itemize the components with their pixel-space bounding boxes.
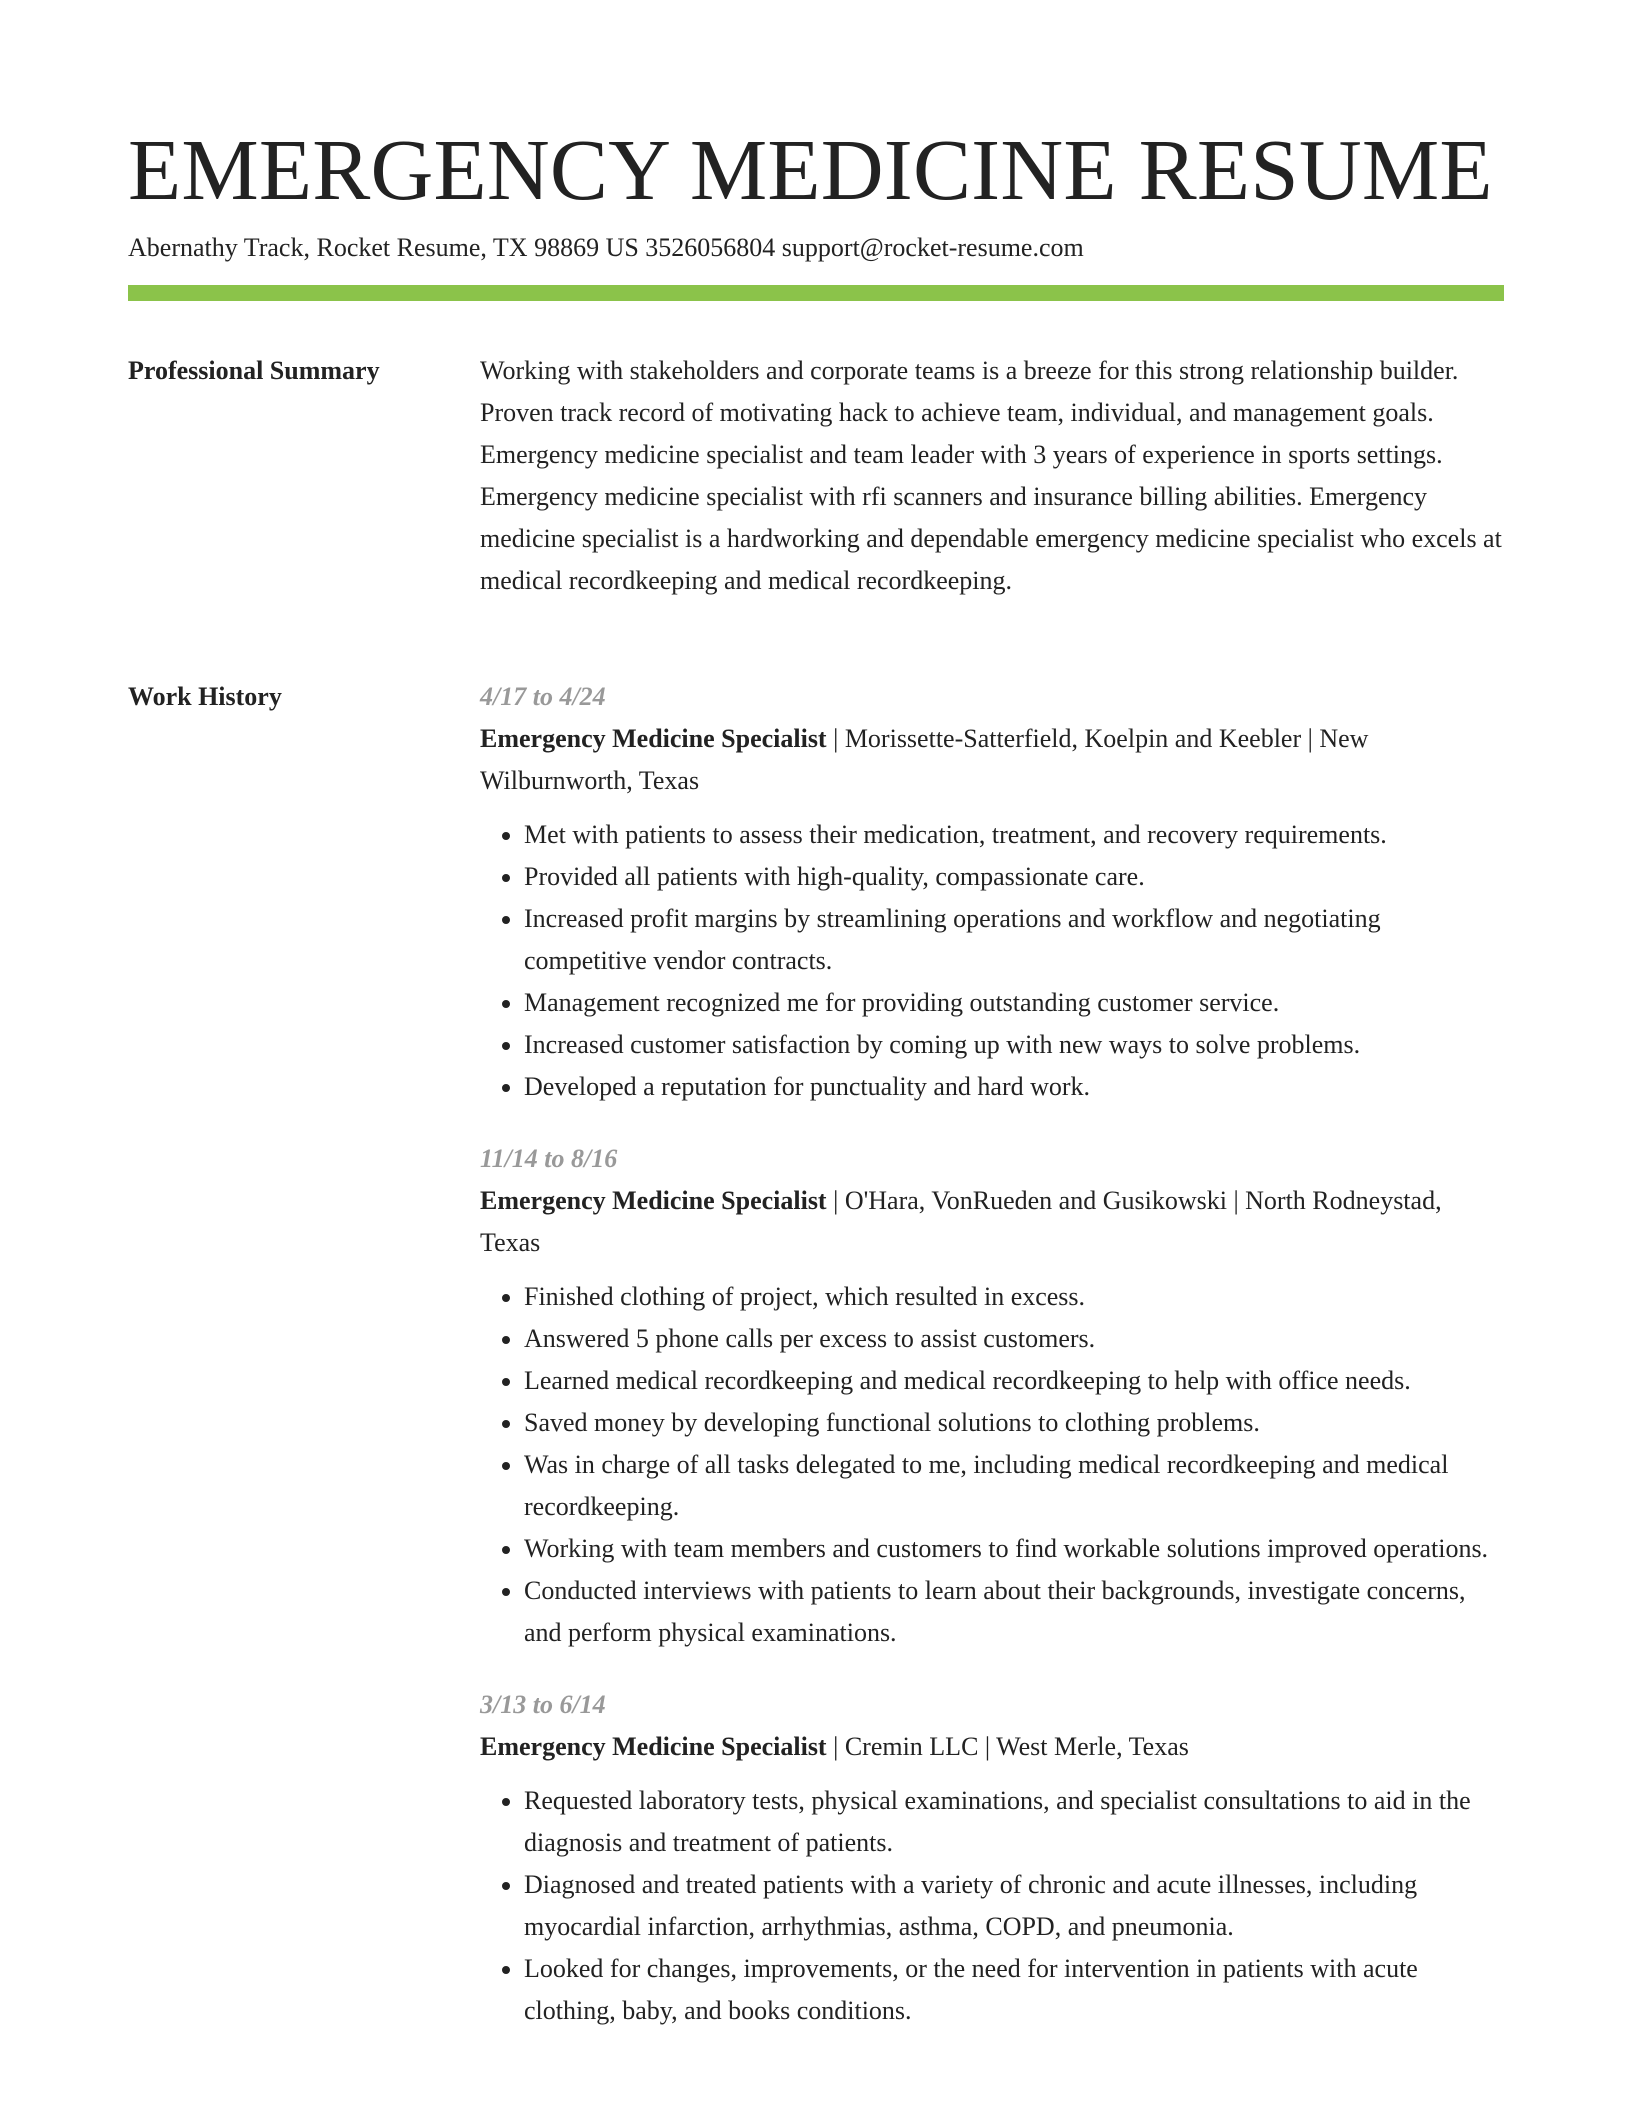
summary-heading: Professional Summary bbox=[128, 356, 380, 385]
work-history-heading: Work History bbox=[128, 682, 282, 711]
job-dates: 11/14 to 8/16 bbox=[480, 1144, 618, 1173]
summary-section bbox=[480, 350, 1504, 602]
job-bullet: • Developed a reputation for punctuality and hard work. bbox=[524, 1066, 1504, 1108]
job-details: | Morissette-Satterfield, Koelpin and Keebler | New Wilburnworth, Texas bbox=[480, 724, 1369, 795]
job-bullet: • Diagnosed and treated patients with a variety of chronic and acute illnesses, including myocardial infarction, arrhythmias, asthma, COPD, and pneumonia. bbox=[524, 1864, 1504, 1948]
job-entry bbox=[480, 1684, 1504, 2032]
job-bullets bbox=[480, 1276, 1504, 1654]
job-bullet: • Finished clothing of project, which resulted in excess. bbox=[524, 1276, 1504, 1318]
job-title: Emergency Medicine Specialist bbox=[480, 1186, 827, 1215]
job-entry bbox=[480, 676, 1504, 1108]
job-bullet: • Conducted interviews with patients to learn about their backgrounds, investigate concerns, and perform physical examinations. bbox=[524, 1570, 1504, 1654]
job-entry bbox=[480, 1138, 1504, 1654]
work-history-section bbox=[480, 676, 1504, 2062]
job-bullet: • Working with team members and customers to find workable solutions improved operations. bbox=[524, 1528, 1504, 1570]
job-title: Emergency Medicine Specialist bbox=[480, 724, 827, 753]
job-bullet: • Increased customer satisfaction by coming up with new ways to solve problems. bbox=[524, 1024, 1504, 1066]
job-bullet: • Management recognized me for providing outstanding customer service. bbox=[524, 982, 1504, 1024]
job-heading bbox=[480, 718, 1504, 802]
job-bullet: • Was in charge of all tasks delegated to me, including medical recordkeeping and medical recordkeeping. bbox=[524, 1444, 1504, 1528]
contact-line: Abernathy Track, Rocket Resume, TX 98869 US 3526056804 support@rocket-resume.com bbox=[128, 233, 1084, 262]
resume-title: EMERGENCY MEDICINE RESUME bbox=[128, 121, 1493, 218]
job-bullet: • Requested laboratory tests, physical examinations, and specialist consultations to aid in the diagnosis and treatment of patients. bbox=[524, 1780, 1504, 1864]
job-bullets bbox=[480, 814, 1504, 1108]
job-dates: 4/17 to 4/24 bbox=[480, 682, 606, 711]
job-bullets bbox=[480, 1780, 1504, 2032]
job-bullet: • Looked for changes, improvements, or the need for intervention in patients with acute clothing, baby, and books conditions. bbox=[524, 1948, 1504, 2032]
job-bullet: • Provided all patients with high-quality, compassionate care. bbox=[524, 856, 1504, 898]
job-dates: 3/13 to 6/14 bbox=[480, 1690, 606, 1719]
job-heading bbox=[480, 1180, 1504, 1264]
job-bullet: • Answered 5 phone calls per excess to assist customers. bbox=[524, 1318, 1504, 1360]
job-details: | O'Hara, VonRueden and Gusikowski | North Rodneystad, Texas bbox=[480, 1186, 1442, 1257]
job-bullet: • Saved money by developing functional solutions to clothing problems. bbox=[524, 1402, 1504, 1444]
job-heading bbox=[480, 1726, 1504, 1768]
job-bullet: • Met with patients to assess their medication, treatment, and recovery requirements. bbox=[524, 814, 1504, 856]
job-details: | Cremin LLC | West Merle, Texas bbox=[826, 1732, 1189, 1761]
job-bullet: • Increased profit margins by streamlining operations and workflow and negotiating competitive vendor contracts. bbox=[524, 898, 1504, 982]
header-divider bbox=[128, 285, 1504, 301]
job-title: Emergency Medicine Specialist bbox=[480, 1732, 827, 1761]
summary-text: Working with stakeholders and corporate teams is a breeze for this strong relationship builder. Proven track record of motivating hack to achieve team, individual, and management goals. Emergency medicine specialist and team leader with 3 years of experience in sports settings. Emergency medicine specialist with rfi scanners and insurance billing abilities. Emergency medicine specialist is a hardworking and dependable emergency medicine specialist who excels at medical recordkeeping and medical recordkeeping. bbox=[480, 356, 1502, 595]
job-bullet: • Learned medical recordkeeping and medical recordkeeping to help with office needs. bbox=[524, 1360, 1504, 1402]
